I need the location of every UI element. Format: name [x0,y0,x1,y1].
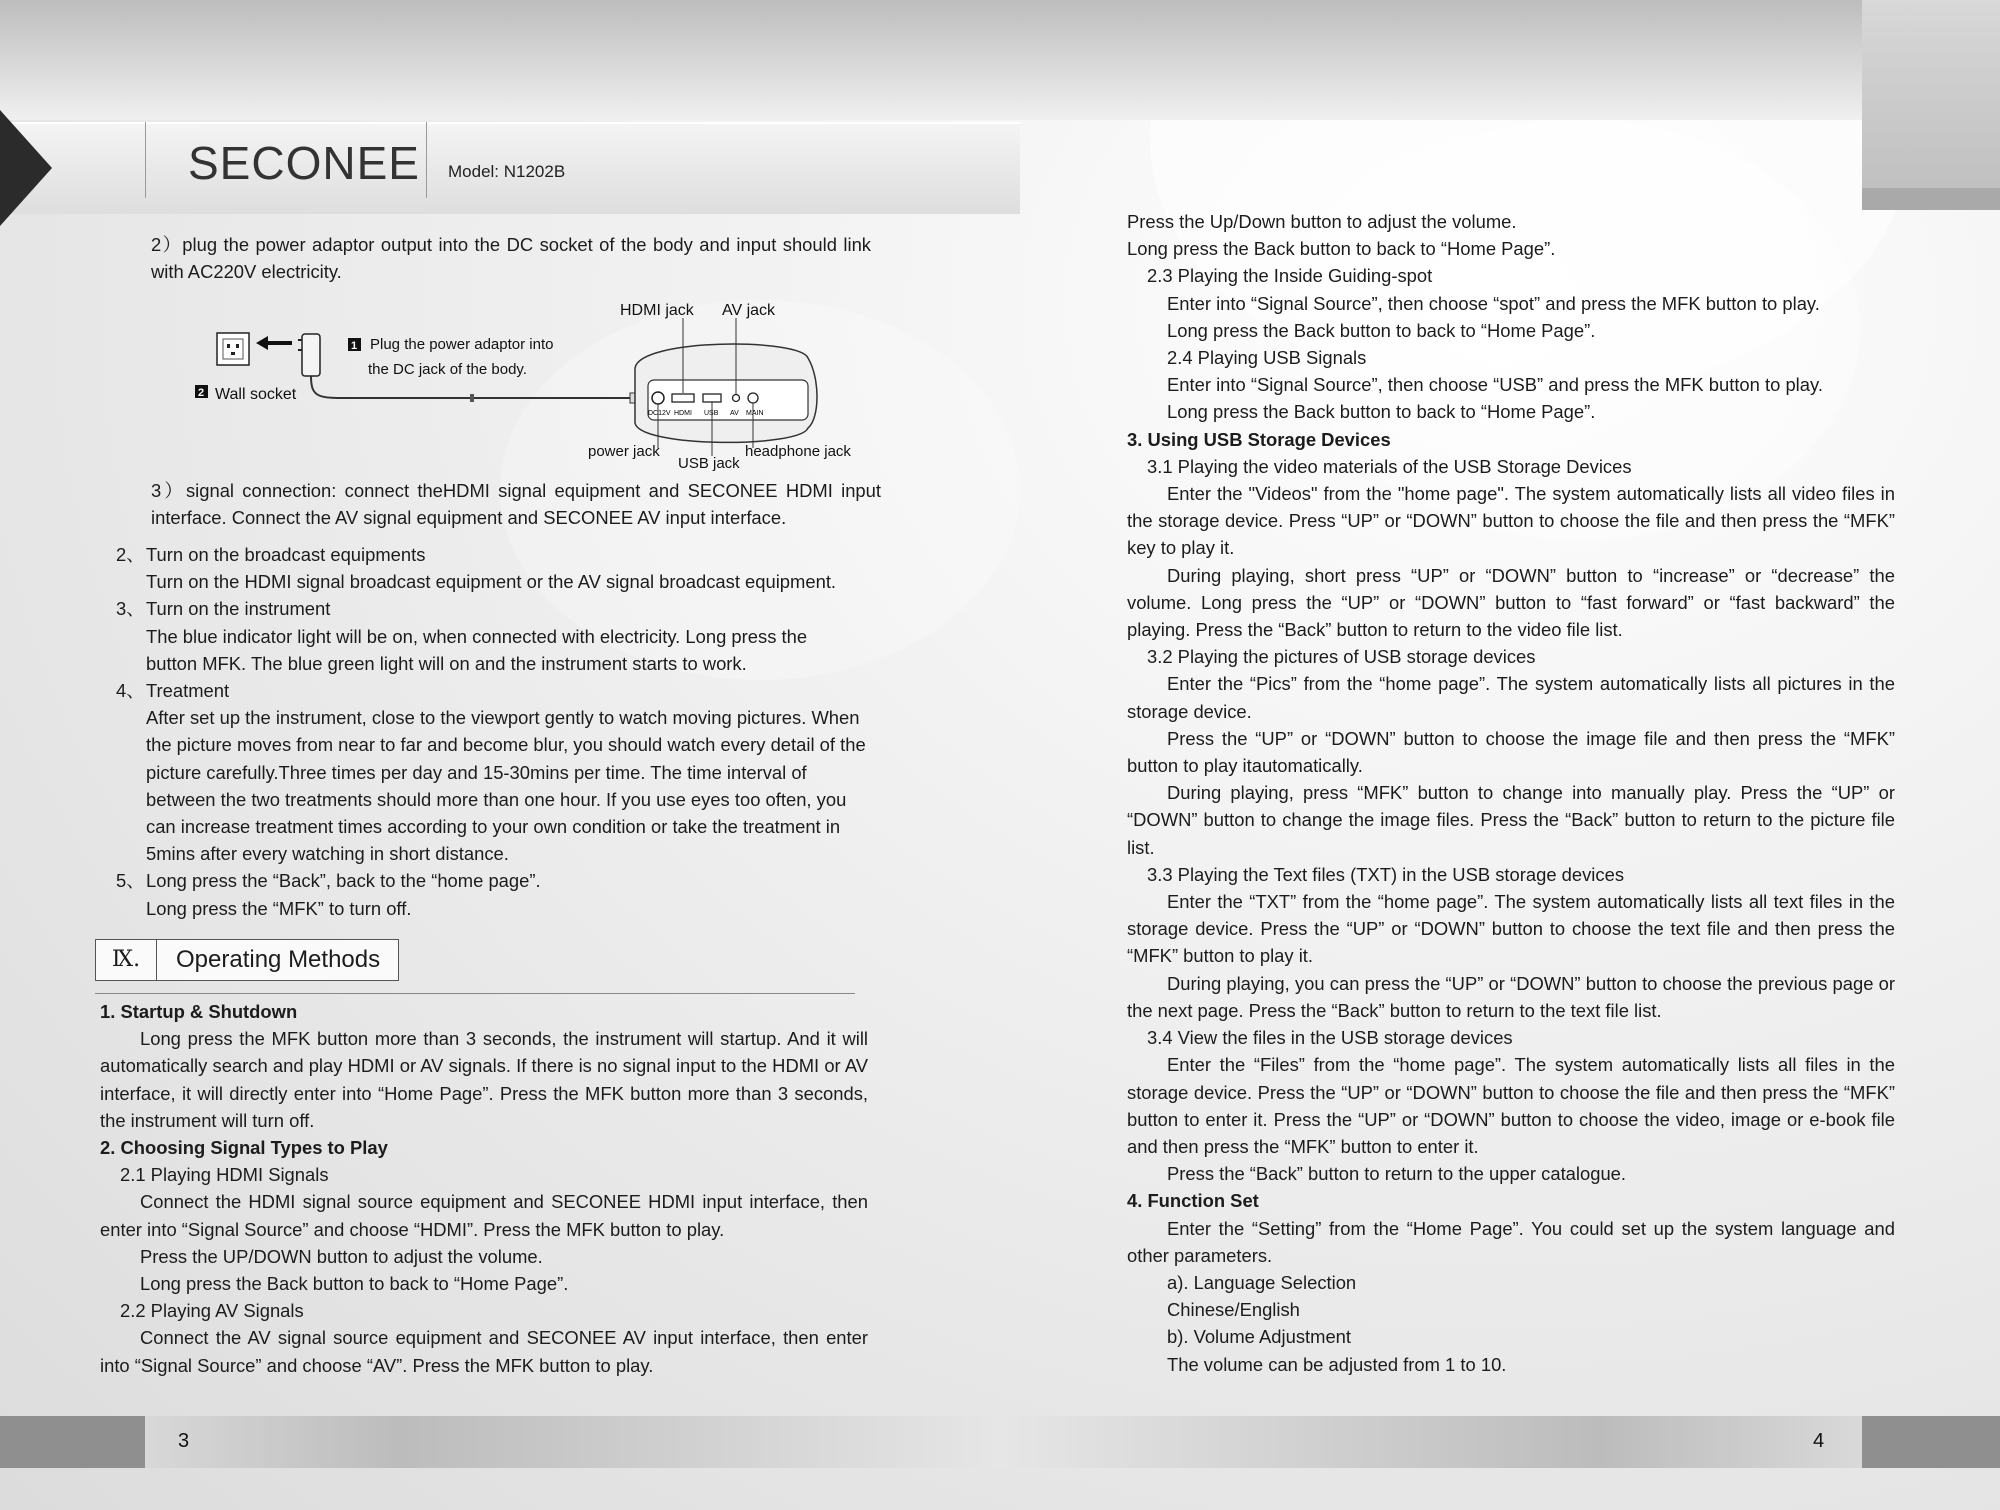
main-port [748,393,758,403]
list-item-detail: Chinese/English [1167,1299,1300,1321]
hdmi-port [672,394,694,402]
paragraph: Long press the Back button to back to “Home Page”. [1167,319,1596,341]
paragraph: Enter the “TXT” from the “home page”. The system automatically lists all text files in the storage device. Press the “UP” or “DOWN” button to choose the text file and then press the “MFK” button to play it. [1127,891,1895,967]
list-item-detail: Turn on the HDMI signal broadcast equipment or the AV signal broadcast equipment. [146,571,837,593]
subheading: 3.1 Playing the video materials of the USB Storage Devices [1147,455,1632,477]
paragraph: Enter the “Files” from the “home page”. The system automatically lists all files in the storage device. Press the “UP” or “DOWN” button to choose the file and then press the “MFK” button to enter it. Press the “UP” or “DOWN” button to choose the video, image or e-book file and then press the “MFK” button to enter it. [1127,1054,1895,1157]
header-divider [426,122,427,198]
section-number: Ⅸ. [96,940,157,980]
paragraph: Connect the AV signal source equipment and SECONEE AV input interface, then enter into “Signal Source” and choose “AV”. Press the MFK button to play. [100,1327,868,1376]
av-port [733,395,740,402]
wall-socket-icon [217,333,249,365]
paragraph: Long press the MFK button more than 3 seconds, the instrument will startup. And it will automatically search and play HDMI or AV signals. If there is no signal input to the HDMI or AV interface, it will directly enter into “Home Page”. Press the MFK button more than 3 seconds, the instrument will turn off. [100,1028,868,1131]
subheading: 2.3 Playing the Inside Guiding-spot [1147,265,1433,287]
paragraph: Long press the Back button to back to “Home Page”. [1167,401,1596,423]
usb-jack-label: USB jack [678,455,740,472]
list-item-detail: Long press the “MFK” to turn off. [146,897,412,919]
paragraph: Long press the Back button to back to “Home Page”. [1127,238,1556,260]
list-item: 3、Turn on the instrument [146,595,886,622]
paragraph: Enter the “Setting” from the “Home Page”. You could set up the system language and other parameters. [1127,1217,1895,1266]
right-tab-strip [1862,188,2000,210]
heading-function-set: 4. Function Set [1127,1190,1259,1212]
list-item-detail: The volume can be adjusted from 1 to 10. [1167,1353,1507,1375]
subheading: 3.2 Playing the pictures of USB storage devices [1147,646,1536,668]
brand-name: SECONEE [188,137,420,189]
left-step2: 2）plug the power adaptor output into the DC socket of the body and input should link with AC220V electricity. [151,234,871,283]
left-step3: 3）signal connection: connect theHDMI signal equipment and SECONEE HDMI input interface. Connect the AV signal equipment and SECONEE AV input interface. [151,480,881,529]
subheading: 2.2 Playing AV Signals [120,1300,304,1322]
left-operating-methods [100,998,868,1379]
plug-instruction-line-2: the DC jack of the body. [368,361,527,378]
heading-signal-types: 2. Choosing Signal Types to Play [100,1137,388,1159]
paragraph: During playing, press “MFK” button to change into manually play. Press the “UP” or “DOWN” button to change the image files. Press the “Back” button to return to the picture file list. [1127,782,1895,858]
right-tab [1862,0,2000,210]
list-number: 4、 [116,680,145,702]
heading-startup: 1. Startup & Shutdown [100,1001,298,1022]
svg-text:2: 2 [198,387,205,399]
paragraph: Press the “Back” button to return to the upper catalogue. [1167,1163,1627,1185]
list-number: 5、 [116,870,145,892]
paragraph: Enter into “Signal Source”, then choose “USB” and press the MFK button to play. [1167,374,1823,396]
paragraph: Long press the Back button to back to “Home Page”. [140,1273,569,1295]
hdmi-jack-label: HDMI jack [620,302,694,319]
list-item: 5、Long press the “Back”, back to the “home page”. [146,867,886,894]
subheading: 2.1 Playing HDMI Signals [120,1164,329,1186]
paragraph: Enter the "Videos" from the "home page". The system automatically lists all video files in the storage device. Press “UP” or “DOWN” button to choose the file and then press the “MFK” key to play it. [1127,483,1895,559]
header-arrow-icon [0,110,52,226]
dc-port [652,392,664,404]
paragraph: Enter into “Signal Source”, then choose “spot” and press the MFK button to play. [1167,292,1820,314]
footer-band [0,1416,2000,1468]
av-jack-label: AV jack [722,302,776,319]
top-band [0,0,2000,120]
page-number-right: 4 [1813,1430,1825,1452]
port-label: DC12V [648,410,671,417]
plug-instruction-line-1: Plug the power adaptor into [370,336,554,353]
list-number: 2、 [116,544,145,565]
connection-diagram [160,298,880,470]
wall-socket-label: Wall socket [215,386,297,403]
footer-block-right [1862,1416,2000,1468]
usb-port [703,394,721,402]
model-number: Model: N1202B [448,162,566,181]
subheading: 2.4 Playing USB Signals [1167,347,1367,369]
paragraph: Press the “UP” or “DOWN” button to choose the image file and then press the “MFK” button to play itautomatically. [1127,727,1895,777]
paragraph: Connect the HDMI signal source equipment and SECONEE HDMI input interface, then enter into “Signal Source” and choose “HDMI”. Press the MFK button to play. [100,1191,868,1240]
list-item: 2、Turn on the broadcast equipments [146,541,886,568]
list-item: b). Volume Adjustment [1167,1326,1352,1348]
right-column [1127,208,1895,1378]
paragraph: Press the Up/Down button to adjust the volume. [1127,211,1517,232]
paragraph: During playing, you can press the “UP” or “DOWN” button to choose the previous page or the next page. Press the “Back” button to return to the text file list. [1127,972,1895,1021]
section-heading [95,939,399,981]
paragraph: Enter the “Pics” from the “home page”. The system automatically lists all pictures in the storage device. [1127,673,1895,722]
left-numbered-list [116,541,886,922]
port-label: MAIN [746,410,764,417]
list-item-detail: After set up the instrument, close to the viewport gently to watch moving pictures. When the picture moves from near to far and become blur, you should watch every detail of the picture carefully.Three times per day and 15-30mins per time. The time interval of between the two treatments should more than one hour. If you use eyes too often, you can increase treatment times according to your own condition or take the treatment in 5mins after every watching in short distance. [146,707,866,865]
svg-text:1: 1 [351,340,358,352]
port-label: AV [730,410,739,417]
section-title: Operating Methods [176,946,381,973]
paragraph: Press the UP/DOWN button to adjust the volume. [140,1245,543,1267]
paragraph: During playing, short press “UP” or “DOWN” button to “increase” or “decrease” the volume. Long press the “UP” or “DOWN” button to “fast forward” or “fast backward” the playing. Press the “Back” button to return to the video file list. [1127,564,1895,641]
subheading: 3.4 View the files in the USB storage devices [1147,1027,1513,1049]
header-divider [145,122,146,198]
heading-usb-storage: 3. Using USB Storage Devices [1127,428,1391,450]
port-label: USB [704,410,719,417]
port-label: HDMI [674,410,692,417]
subheading: 3.3 Playing the Text files (TXT) in the USB storage devices [1147,863,1625,885]
list-item: 4、Treatment [146,677,886,704]
list-item: a). Language Selection [1167,1271,1357,1293]
power-adaptor-icon [302,334,320,376]
list-item-detail: The blue indicator light will be on, when connected with electricity. Long press the button MFK. The blue green light will on and the instrument starts to work. [146,625,808,674]
footer-block-left [0,1416,145,1468]
section-rule [95,993,855,994]
power-jack-label: power jack [588,443,660,460]
headphone-jack-label: headphone jack [745,443,851,460]
list-number: 3、 [116,598,145,620]
page-number-left: 3 [178,1430,190,1452]
